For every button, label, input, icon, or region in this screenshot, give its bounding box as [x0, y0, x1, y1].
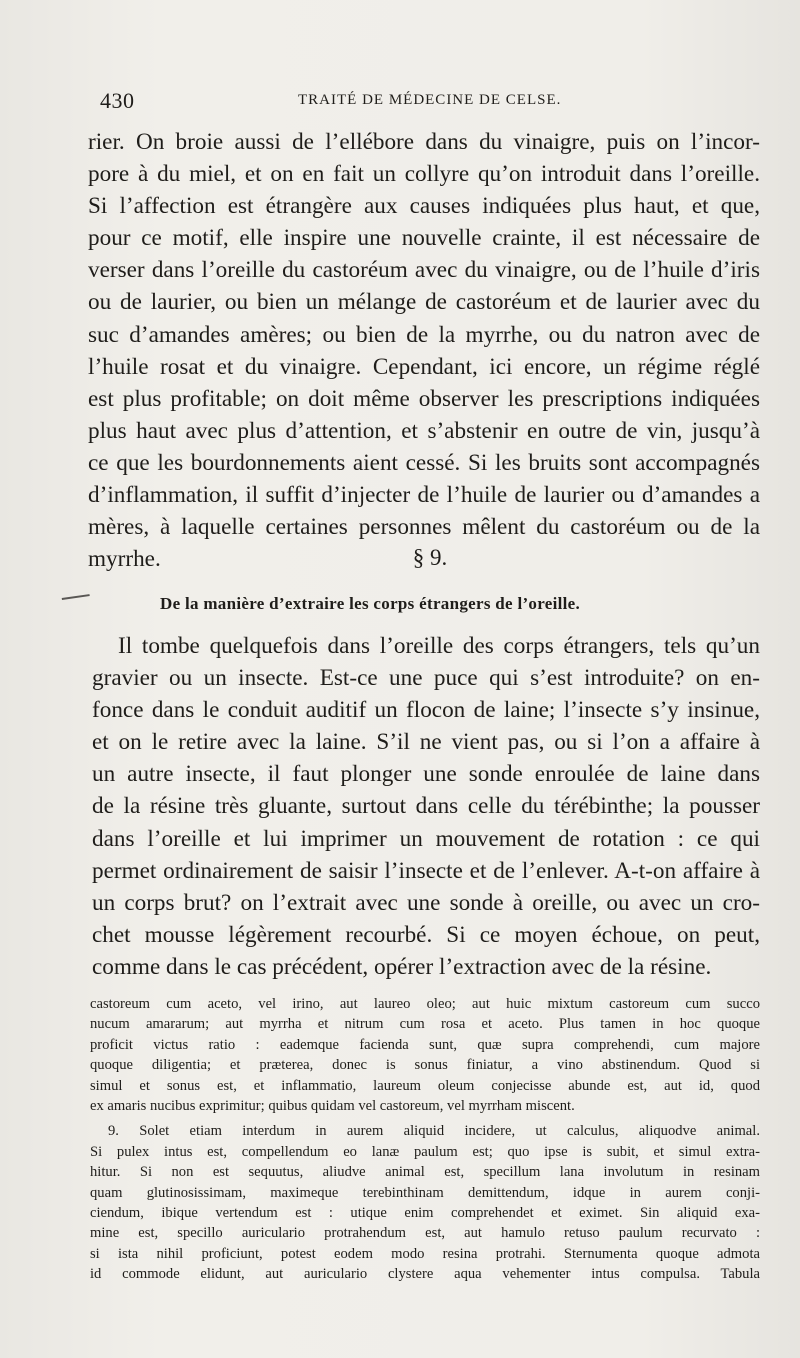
text-line: rier. On broie aussi de l’ellébore dans du vinaigre, puis on l’incor-: [88, 129, 760, 155]
text-line: et on le retire avec la laine. S’il ne vient pas, ou si l’on a affaire à: [92, 729, 760, 756]
latin-line: proficit victus ratio : eademque facienda sunt, quæ supra comprehendi, cum majore: [90, 1036, 760, 1053]
text-line: l’huile rosat et du vinaigre. Cependant, ici encore, un régime réglé: [88, 353, 760, 380]
text-line: mères, à laquelle certaines personnes mêlent du castoréum ou de la: [88, 514, 760, 541]
section-number: § 9.: [412, 545, 448, 570]
latin-line: quoque diligentia; et præterea, donec is sonus finiatur, a vino abstinendum. Quod si: [90, 1057, 760, 1074]
text-line: Si l’affection est étrangère aux causes indiquées plus haut, et que,: [88, 193, 760, 220]
latin-line: ciendum, ibique vertendum est : utique enim comprehendet et eximet. Sin aliquid exa-: [90, 1205, 760, 1222]
text-line: gravier ou un insecte. Est-ce une puce qui s’est introduite? on en-: [92, 665, 760, 692]
text-line: suc d’amandes amères; ou bien de la myrrhe, ou du natron avec de: [88, 321, 760, 348]
latin-line: si ista nihil proficiunt, potest eodem modo resina protrahi. Sternumenta quoque admota: [90, 1245, 760, 1262]
running-head: TRAITÉ DE MÉDECINE DE CELSE.: [298, 92, 562, 108]
latin-line: mine est, specillo auriculario protrahendum est, aut hamulo retuso paulum recurvato :: [90, 1225, 760, 1242]
latin-line: simul et sonus est, et inflammatio, laureum oleum conjecisse abunde est, aut id, quod: [90, 1077, 760, 1094]
text-line: fonce dans le conduit auditif un flocon de laine; l’insecte s’y insinue,: [92, 697, 760, 724]
latin-line: quam glutinosissimam, maximeque terebinthinam demittendum, idque in aurem conji-: [90, 1184, 760, 1201]
page-header: [100, 88, 760, 120]
page-number: 430: [100, 88, 135, 113]
text-line: d’inflammation, il suffit d’injecter de l’huile de laurier ou d’amandes a: [88, 482, 760, 509]
text-line: comme dans le cas précédent, opérer l’extraction avec de la résine.: [92, 953, 712, 980]
text-line: un corps brut? on l’extrait avec une sonde à oreille, ou avec un cro-: [92, 889, 760, 916]
latin-line: castoreum cum aceto, vel irino, aut laureo oleo; aut huic mixtum castoreum cum succo: [90, 996, 760, 1012]
text-line: verser dans l’oreille du castoréum avec du vinaigre, ou de l’huile d’iris: [88, 257, 760, 284]
latin-line: ex amaris nucibus exprimitur; quibus quidam vel castoreum, vel myrrham miscent.: [90, 1098, 575, 1115]
section-paragraph: [92, 630, 760, 983]
text-line: Il tombe quelquefois dans l’oreille des corps étrangers, tels qu’un: [118, 633, 760, 659]
latin-line: nucum amararum; aut myrrha et nitrum cum rosa et aceto. Plus tamen in hoc quoque: [90, 1016, 760, 1033]
text-line: plus haut avec plus d’attention, et s’abstenir en outre de vin, jusqu’à: [88, 417, 760, 444]
text-line: de la résine très gluante, surtout dans celle du térébinthe; la pousser: [92, 793, 760, 820]
latin-paragraph: [90, 994, 760, 1116]
text-line: myrrhe.: [88, 546, 161, 573]
pencil-margin-mark: [62, 594, 91, 604]
text-line: est plus profitable; on doit même observer les prescriptions indiquées: [88, 385, 760, 412]
text-line: dans l’oreille et lui imprimer un mouvement de rotation : ce qui: [92, 825, 760, 852]
latin-line: Si pulex intus est, compellendum eo lanæ paulum est; quo ipse is subit, et simul extra-: [90, 1143, 760, 1160]
text-line: pour ce motif, elle inspire une nouvelle crainte, il est nécessaire de: [88, 225, 760, 252]
text-line: pore à du miel, et on en fait un collyre qu’on introduit dans l’oreille.: [88, 161, 760, 188]
latin-footnote: [90, 994, 760, 1290]
latin-line: 9. Solet etiam interdum in aurem aliquid incidere, ut calculus, aliquodve animal.: [108, 1123, 760, 1140]
text-line: ce que les bourdonnements aient cessé. Si les bruits sont accompagnés: [88, 449, 760, 476]
latin-paragraph: [90, 1121, 760, 1284]
main-paragraph: [88, 126, 760, 575]
text-line: un autre insecte, il faut plonger une sonde enroulée de laine dans: [92, 761, 760, 788]
section-title: De la manière d’extraire les corps étrangers de l’oreille.: [160, 594, 581, 613]
text-line: permet ordinairement de saisir l’insecte et de l’enlever. A-t-on affaire à: [92, 857, 760, 884]
latin-line: id commode elidunt, aut auriculario clystere aqua vehementer intus compulsa. Tabula: [90, 1266, 760, 1283]
text-line: chet mousse légèrement recourbé. Si ce moyen échoue, on peut,: [92, 921, 760, 948]
latin-line: hitur. Si non est sequutus, aliudve animal est, specillum lana involutum in resinam: [90, 1164, 760, 1181]
text-line: ou de laurier, ou bien un mélange de castoréum et de laurier avec du: [88, 289, 760, 316]
